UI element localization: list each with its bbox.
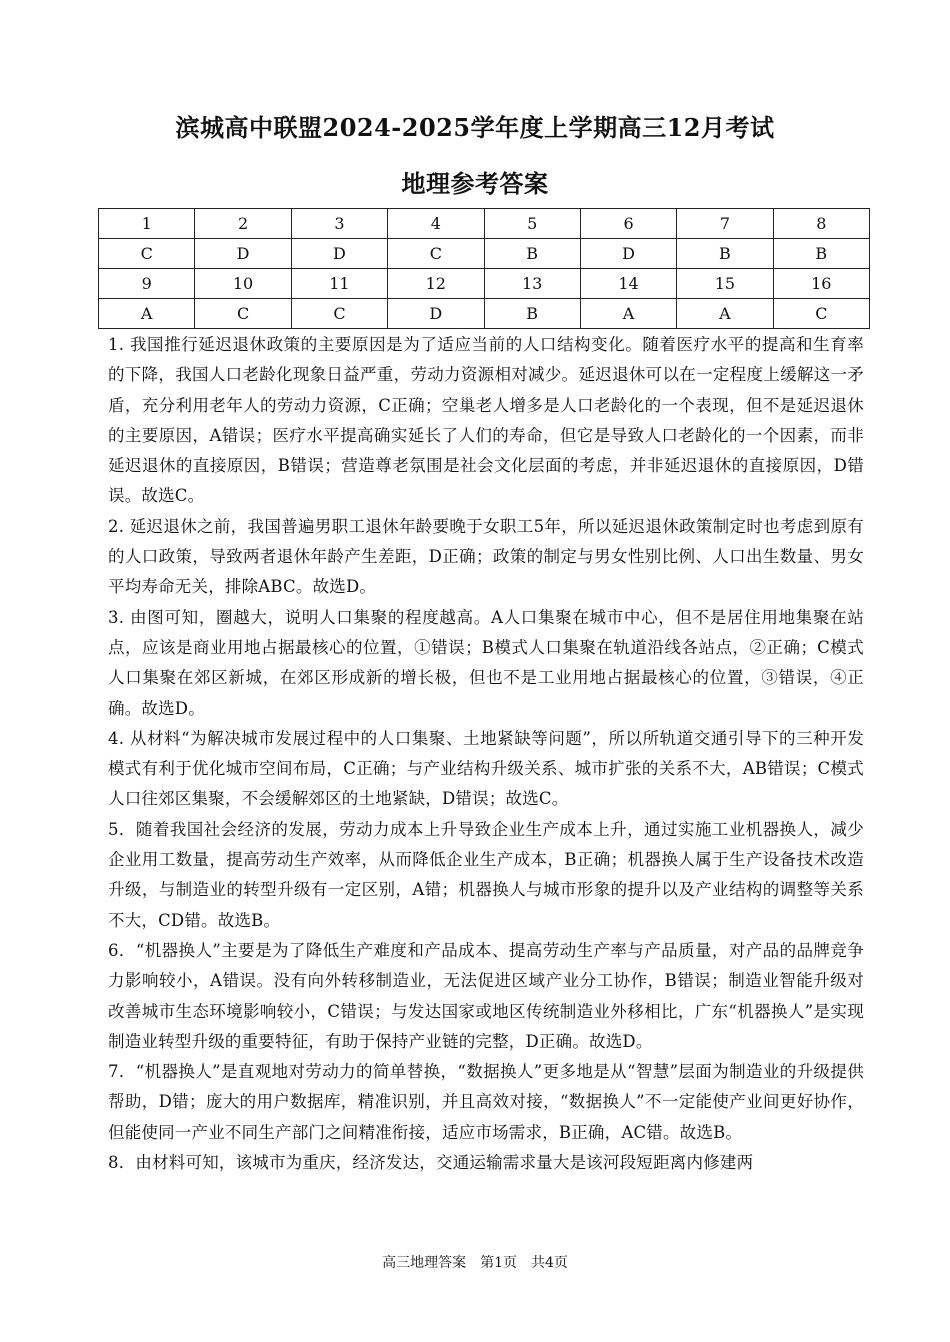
explanation-paragraph: 4. 从材料“为解决城市发展过程中的人口集聚、土地紧缺等问题”，所以所轨道交通引导下的三种开发模式有利于优化城市空间布局，C正确；与产业结构升级关系、城市扩张的关系不大，AB错误；C模式人口往郊区集聚，不会缓解郊区的土地紧缺，D错误；故选C。 <box>108 728 864 809</box>
answer-cell: D <box>388 299 484 329</box>
question-number-cell: 9 <box>99 269 195 299</box>
answer-cell: D <box>580 239 676 269</box>
question-number-row <box>99 209 870 239</box>
explanations-section <box>108 330 864 1178</box>
question-number-cell: 15 <box>677 269 773 299</box>
explanation-paragraph: 8．由材料可知，该城市为重庆，经济发达，交通运输需求量大是该河段短距离内修建两 <box>108 1153 754 1173</box>
question-number-cell: 3 <box>291 209 387 239</box>
question-number-cell: 11 <box>291 269 387 299</box>
question-number-cell: 12 <box>388 269 484 299</box>
explanation-paragraph: 6．“机器换人”主要是为了降低生产难度和产品成本、提高劳动生产率与产品质量，对产品的品牌竞争力影响较小，A错误。没有向外转移制造业，无法促进区域产业分工协作，B错误；制造业智能升级对改善城市生态环境影响较小，C错误；与发达国家或地区传统制造业外移相比，广东“机器换人”是实现制造业转型升级的重要特征，有助于保持产业链的完整，D正确。故选D。 <box>108 940 864 1051</box>
answer-table <box>98 208 870 329</box>
answer-cell: C <box>195 299 291 329</box>
answer-cell: A <box>677 299 773 329</box>
page-title: 滨城高中联盟2024-2025学年度上学期高三12月考试 <box>175 113 775 142</box>
explanation-paragraph: 7．“机器换人”是直观地对劳动力的简单替换，“数据换人”更多地是从“智慧”层面为制造业的升级提供帮助，D错；庞大的用户数据库，精准识别，并且高效对接，“数据换人”不一定能使产业间更好协作，但能使同一产业不同生产部门之间精准衔接，适应市场需求，B正确，AC错。故选B。 <box>108 1062 864 1142</box>
question-number-cell: 14 <box>580 269 676 299</box>
explanation-paragraph: 5．随着我国社会经济的发展，劳动力成本上升导致企业生产成本上升，通过实施工业机器换人，减少企业用工数量，提高劳动生产效率，从而降低企业生产成本，B正确；机器换人属于生产设备技术改造升级，与制造业的转型升级有一定区别，A错；机器换人与城市形象的提升以及产业结构的调整等关系不大，CD错。故选B。 <box>108 819 864 930</box>
page-subtitle: 地理参考答案 <box>401 169 549 198</box>
explanation-paragraph: 1. 我国推行延迟退休政策的主要原因是为了适应当前的人口结构变化。随着医疗水平的提高和生育率的下降，我国人口老龄化现象日益严重，劳动力资源相对减少。延迟退休可以在一定程度上缓解这一矛盾，充分利用老年人的劳动力资源，C正确；空巢老人增多是人口老龄化的一个表现，但不是延迟退休的主要原因，A错误；医疗水平提高确实延长了人们的寿命，但它是导致人口老龄化的一个因素，而非延迟退休的直接原因，B错误；营造尊老氛围是社会文化层面的考虑，并非延迟退休的直接原因，D错误。故选C。 <box>108 335 864 506</box>
answer-cell: B <box>484 239 580 269</box>
answer-cell: C <box>291 299 387 329</box>
question-number-cell: 10 <box>195 269 291 299</box>
answer-cell: C <box>388 239 484 269</box>
answer-cell: D <box>195 239 291 269</box>
question-number-cell: 7 <box>677 209 773 239</box>
answer-cell: A <box>99 299 195 329</box>
question-number-cell: 5 <box>484 209 580 239</box>
question-number-cell: 8 <box>773 209 869 239</box>
answer-cell: D <box>291 239 387 269</box>
answer-cell: B <box>677 239 773 269</box>
answer-cell: B <box>484 299 580 329</box>
question-number-cell: 16 <box>773 269 869 299</box>
page-footer: 高三地理答案 第1页 共4页 <box>382 1255 568 1271</box>
answer-cell: B <box>773 239 869 269</box>
explanation-paragraph: 3. 由图可知，圈越大，说明人口集聚的程度越高。A人口集聚在城市中心，但不是居住用地集聚在站点，应该是商业用地占据最核心的位置，①错误；B模式人口集聚在轨道沿线各站点，②正确；C模式人口集聚在郊区新城，在郊区形成新的增长极，但也不是工业用地占据最核心的位置，③错误，④正确。故选D。 <box>108 607 864 718</box>
question-number-cell: 4 <box>388 209 484 239</box>
question-number-cell: 13 <box>484 269 580 299</box>
answer-row <box>99 299 870 329</box>
question-number-cell: 6 <box>580 209 676 239</box>
question-number-row <box>99 269 870 299</box>
answer-cell: C <box>773 299 869 329</box>
question-number-cell: 2 <box>195 209 291 239</box>
answer-row <box>99 239 870 269</box>
answer-cell: C <box>99 239 195 269</box>
explanation-paragraph: 2. 延迟退休之前，我国普遍男职工退休年龄要晚于女职工5年，所以延迟退休政策制定时也考虑到原有的人口政策，导致两者退休年龄产生差距，D正确；政策的制定与男女性别比例、人口出生数量、男女平均寿命无关，排除ABC。故选D。 <box>108 516 864 597</box>
question-number-cell: 1 <box>99 209 195 239</box>
answer-cell: A <box>580 299 676 329</box>
